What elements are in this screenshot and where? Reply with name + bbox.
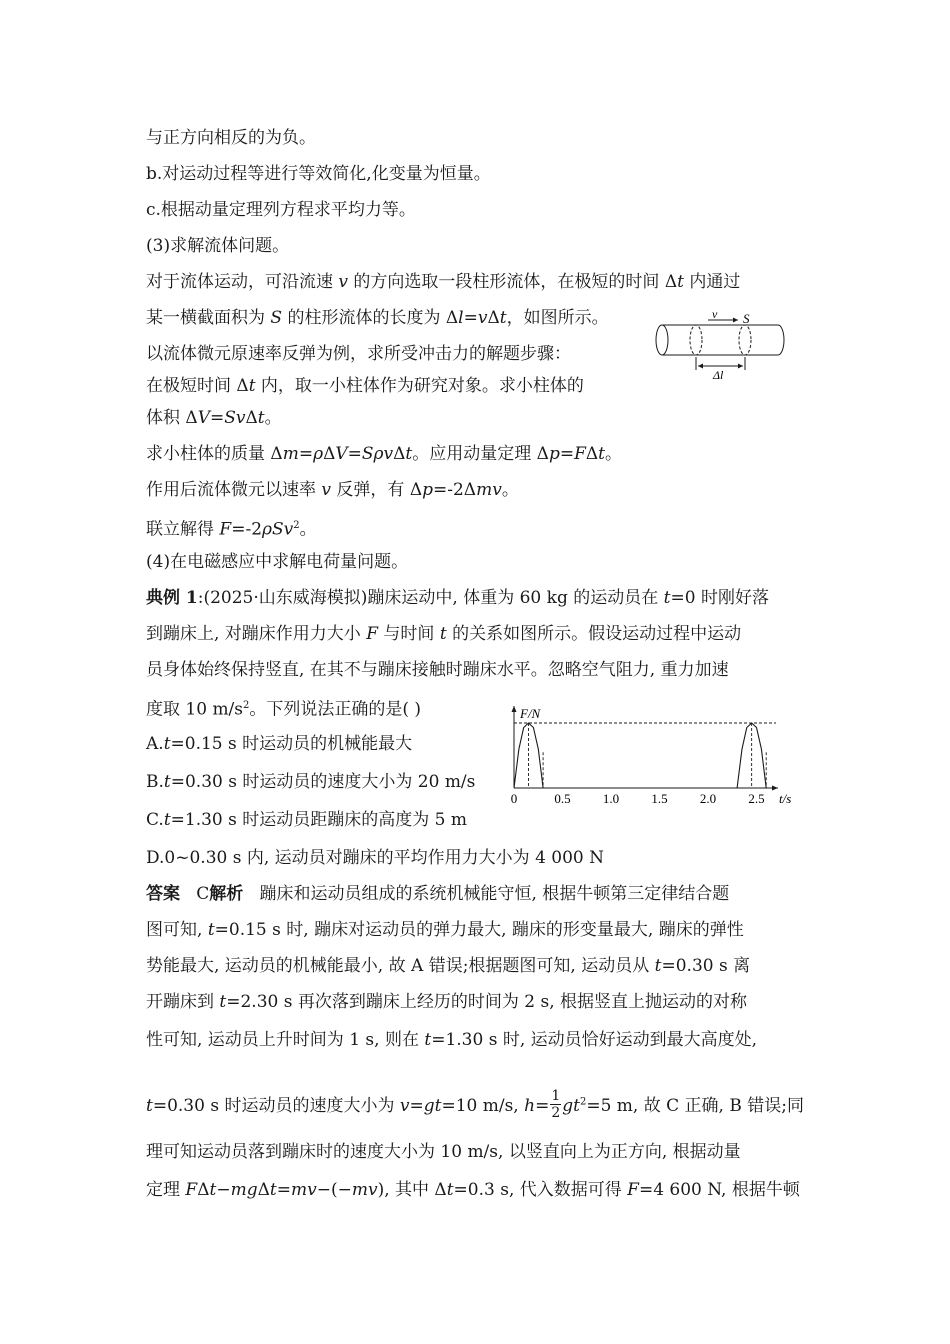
x-axis-label: t/s [779, 791, 792, 806]
s-label: S [743, 311, 750, 326]
x-tick-label: 1.0 [602, 791, 620, 806]
text-line: 以流体微元原速率反弹为例，求所受冲击力的解题步骤： [146, 344, 571, 364]
text-line: 作用后流体微元以速率 v 反弹，有 Δp=-2Δmv。 [146, 480, 519, 500]
x-tick-label: 0.5 [554, 791, 571, 806]
text-line: 开蹦床到 t=2.30 s 再次落到蹦床上经历的时间为 2 s, 根据竖直上抛运动的对称 [146, 992, 748, 1012]
option-d: D.0~0.30 s 内, 运动员对蹦床的平均作用力大小为 4 000 N [146, 848, 605, 868]
text-line: b.对运动过程等进行等效简化,化变量为恒量。 [146, 164, 491, 184]
text-line: (3)求解流体问题。 [146, 236, 290, 256]
fluid-cylinder-figure [650, 308, 790, 380]
text-line: 典例 1:(2025·山东威海模拟)蹦床运动中, 体重为 60 kg 的运动员在 t=0 时刚好落 [146, 588, 769, 608]
text-line: 理可知运动员落到蹦床时的速度大小为 10 m/s, 以竖直向上为正方向, 根据动量 [146, 1142, 741, 1162]
x-tick-label: 2.0 [699, 791, 717, 806]
y-axis-label: F/N [520, 706, 541, 721]
text-line: 图可知, t=0.15 s 时, 蹦床对运动员的弹力最大, 蹦床的形变量最大, 蹦床的弹性 [146, 920, 744, 940]
text-line: 与正方向相反的为负。 [146, 128, 316, 148]
text-line: 定理 FΔt−mgΔt=mv−(−mv), 其中 Δt=0.3 s, 代入数据可得 F=4 600 N, 根据牛顿 [146, 1180, 800, 1200]
text-line: 性可知, 运动员上升时间为 1 s, 则在 t=1.30 s 时, 运动员恰好运动到最大高度处, [146, 1030, 758, 1050]
v-label: v [712, 308, 718, 321]
text-line: (4)在电磁感应中求解电荷量问题。 [146, 552, 409, 572]
x-tick-label: 2.5 [748, 791, 765, 806]
text-line: 某一横截面积为 S 的柱形流体的长度为 Δl=vΔt，如图所示。 [146, 308, 609, 328]
text-line: c.根据动量定理列方程求平均力等。 [146, 200, 416, 220]
text-line: t=0.30 s 时运动员的速度大小为 v=gt=10 m/s, h= $\frac{1}{2}$ $gt^2=5$ m, 故 C 正确, B 错误;同 [146, 1088, 804, 1121]
cylinder-left-end [656, 325, 668, 355]
force-time-chart [496, 700, 806, 812]
cross-section-right [739, 325, 751, 355]
x-tick-label: 0 [510, 791, 518, 806]
text-line: 到蹦床上, 对蹦床作用力大小 F 与时间 t 的关系如图所示。假设运动过程中运动 [146, 624, 742, 644]
text-line: 度取 10 $m/s^2$。下列说法正确的是( ) [146, 699, 422, 720]
dl-label: Δl [713, 368, 724, 380]
fraction: $\frac{1}{2}$ [551, 1088, 561, 1121]
cylinder-right-end [778, 325, 784, 355]
text-line: 在极短时间 Δt 内，取一小柱体作为研究对象。求小柱体的 [146, 376, 584, 396]
cross-section-left [690, 325, 702, 355]
answer-line: 答案 C解析 蹦床和运动员组成的系统机械能守恒, 根据牛顿第三定律结合题 [146, 884, 730, 904]
text-line: 对于流体运动，可沿流速 v 的方向选取一段柱形流体，在极短的时间 Δt 内通过 [146, 272, 741, 292]
text-line: 势能最大, 运动员的机械能最小, 故 A 错误;根据题图可知, 运动员从 t=0.30 s 离 [146, 956, 751, 976]
y-axis-arrow [512, 706, 517, 712]
x-tick-label: 1.5 [651, 791, 668, 806]
option-b: B.t=0.30 s 时运动员的速度大小为 20 m/s [146, 772, 476, 792]
option-a: A.t=0.15 s 时运动员的机械能最大 [146, 734, 413, 754]
text-line: 员身体始终保持竖直, 在其不与蹦床接触时蹦床水平。忽略空气阻力, 重力加速 [146, 660, 729, 680]
text-line: 体积 ΔV=SvΔt。 [146, 408, 282, 428]
text-line: 联立解得 F=-2ρSv$^2$。 [146, 519, 317, 540]
option-c: C.t=1.30 s 时运动员距蹦床的高度为 5 m [146, 810, 468, 830]
text-line: 求小柱体的质量 Δm=ρΔV=SρvΔt。应用动量定理 Δp=FΔt。 [146, 444, 622, 464]
x-axis-arrow [772, 786, 778, 791]
